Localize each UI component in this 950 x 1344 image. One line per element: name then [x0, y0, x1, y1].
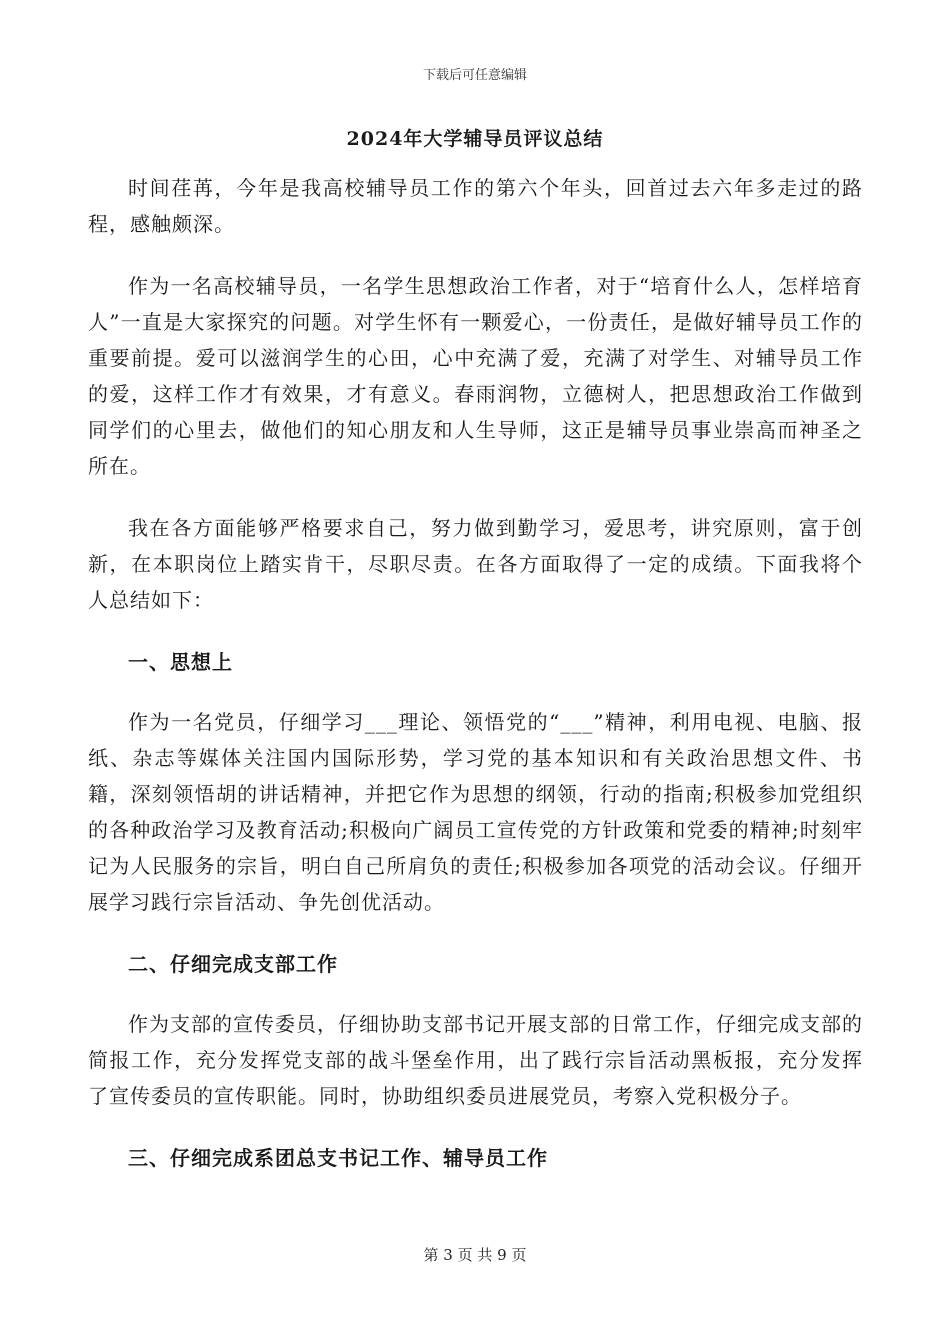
page-footer: 第 3 页 共 9 页 [423, 1246, 527, 1264]
paragraph-summary-lead: 我在各方面能够严格要求自己，努力做到勤学习，爱思考，讲究原则，富于创新，在本职岗位上踏实肯干，尽职尽责。在各方面取得了一定的成绩。下面我将个人总结如下： [88, 516, 863, 612]
section-body-2: 作为支部的宣传委员，仔细协助支部书记开展支部的日常工作，仔细完成支部的简报工作，充分发挥党支部的战斗堡垒作用，出了践行宗旨活动黑板报，充分发挥了宣传委员的宣传职能。同时，协助组织委员进展党员，考察入党积极分子。 [88, 1012, 863, 1108]
header-note: 下载后可任意编辑 [422, 68, 527, 83]
section-heading-1: 一、思想上 [128, 650, 233, 674]
section-heading-2: 二、仔细完成支部工作 [128, 952, 338, 976]
paragraph-role: 作为一名高校辅导员，一名学生思想政治工作者，对于“培育什么人，怎样培育人”一直是大家探究的问题。对学生怀有一颗爱心，一份责任，是做好辅导员工作的重要前提。爱可以滋润学生的心田，心中充满了爱，充满了对学生、对辅导员工作的爱，这样工作才有效果，才有意义。春雨润物，立德树人，把思想政治工作做到同学们的心里去，做他们的知心朋友和人生导师，这正是辅导员事业崇高而神圣之所在。 [88, 274, 863, 478]
document-title: 2024年大学辅导员评议总结 [346, 128, 604, 150]
section-body-1: 作为一名党员，仔细学习___理论、领悟党的“___”精神，利用电视、电脑、报纸、杂志等媒体关注国内国际形势，学习党的基本知识和有关政治思想文件、书籍，深刻领悟胡的讲话精神，并把它作为思想的纲领，行动的指南;积极参加党组织的各种政治学习及教育活动;积极向广阔员工宣传党的方针政策和党委的精神;时刻牢记为人民服务的宗旨，明白自己所肩负的责任;积极参加各项党的活动会议。仔细开展学习践行宗旨活动、争先创优活动。 [88, 710, 863, 914]
document-body [88, 170, 863, 1200]
section-heading-3: 三、仔细完成系团总支书记工作、辅导员工作 [128, 1146, 548, 1170]
paragraph-intro: 时间荏苒，今年是我高校辅导员工作的第六个年头，回首过去六年多走过的路程，感触颇深。 [88, 176, 863, 236]
